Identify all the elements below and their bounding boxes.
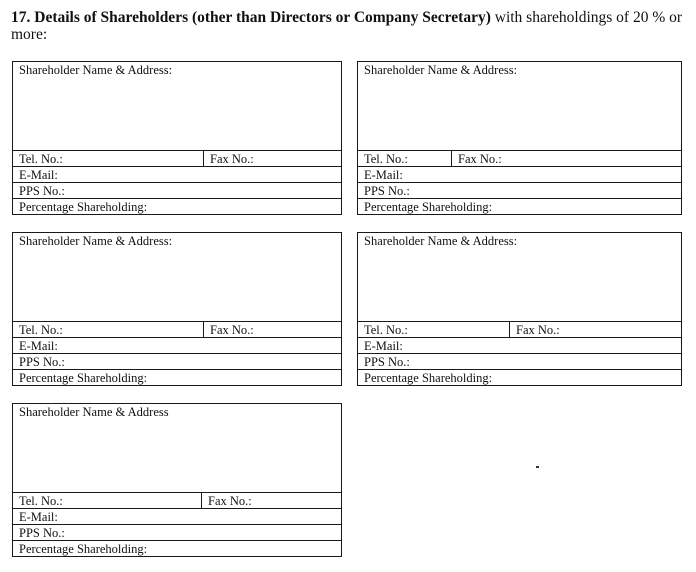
tel-fax-row <box>13 493 341 509</box>
percentage-label: Percentage Shareholding: <box>19 370 148 385</box>
shareholder-box-3 <box>12 232 342 386</box>
email-field[interactable] <box>358 167 681 183</box>
percentage-label: Percentage Shareholding: <box>19 199 148 214</box>
tel-fax-row <box>358 322 681 338</box>
name-address-label: Shareholder Name & Address <box>19 405 169 419</box>
email-label: E-Mail: <box>19 338 58 353</box>
pps-field[interactable] <box>358 354 681 370</box>
pps-label: PPS No.: <box>364 183 410 198</box>
percentage-field[interactable] <box>13 370 341 385</box>
tel-label: Tel. No.: <box>19 322 63 337</box>
fax-label: Fax No.: <box>516 322 560 337</box>
email-label: E-Mail: <box>364 338 403 353</box>
email-field[interactable] <box>358 338 681 354</box>
shareholder-name-address-field[interactable] <box>358 233 681 322</box>
pps-label: PPS No.: <box>19 354 65 369</box>
percentage-field[interactable] <box>358 370 681 385</box>
tel-label: Tel. No.: <box>364 322 408 337</box>
section-heading-rest: with shareholdings of 20 % or more: <box>11 9 683 43</box>
tel-field[interactable] <box>358 322 510 337</box>
tel-field[interactable] <box>13 151 204 166</box>
name-address-label: Shareholder Name & Address: <box>19 234 173 248</box>
tel-fax-row <box>358 151 681 167</box>
tel-field[interactable] <box>13 493 202 508</box>
scan-speck <box>536 466 539 468</box>
fax-label: Fax No.: <box>208 493 252 508</box>
section-heading-bold: 17. Details of Shareholders (other than Directors or Company Secretary) <box>11 9 491 26</box>
shareholder-name-address-field[interactable] <box>358 62 681 151</box>
percentage-field[interactable] <box>13 541 341 556</box>
pps-field[interactable] <box>13 354 341 370</box>
name-address-label: Shareholder Name & Address: <box>364 234 518 248</box>
fax-field[interactable] <box>510 322 681 337</box>
percentage-field[interactable] <box>358 199 681 214</box>
shareholder-box-2 <box>357 61 682 215</box>
tel-label: Tel. No.: <box>364 151 408 166</box>
email-field[interactable] <box>13 509 341 525</box>
email-label: E-Mail: <box>19 509 58 524</box>
fax-label: Fax No.: <box>210 322 254 337</box>
fax-field[interactable] <box>202 493 341 508</box>
section-heading <box>11 9 691 43</box>
pps-label: PPS No.: <box>364 354 410 369</box>
tel-fax-row <box>13 151 341 167</box>
pps-label: PPS No.: <box>19 183 65 198</box>
shareholder-name-address-field[interactable] <box>13 404 341 493</box>
fax-field[interactable] <box>204 151 341 166</box>
percentage-label: Percentage Shareholding: <box>19 541 148 556</box>
fax-field[interactable] <box>452 151 681 166</box>
pps-field[interactable] <box>13 525 341 541</box>
tel-fax-row <box>13 322 341 338</box>
shareholder-box-5 <box>12 403 342 557</box>
tel-field[interactable] <box>358 151 452 166</box>
percentage-label: Percentage Shareholding: <box>364 199 493 214</box>
name-address-label: Shareholder Name & Address: <box>364 63 518 77</box>
pps-label: PPS No.: <box>19 525 65 540</box>
fax-label: Fax No.: <box>458 151 502 166</box>
percentage-field[interactable] <box>13 199 341 214</box>
pps-field[interactable] <box>13 183 341 199</box>
shareholder-name-address-field[interactable] <box>13 62 341 151</box>
fax-field[interactable] <box>204 322 341 337</box>
name-address-label: Shareholder Name & Address: <box>19 63 173 77</box>
fax-label: Fax No.: <box>210 151 254 166</box>
shareholder-box-4 <box>357 232 682 386</box>
shareholder-box-1 <box>12 61 342 215</box>
email-label: E-Mail: <box>19 167 58 182</box>
shareholder-name-address-field[interactable] <box>13 233 341 322</box>
tel-label: Tel. No.: <box>19 493 63 508</box>
email-field[interactable] <box>13 338 341 354</box>
email-field[interactable] <box>13 167 341 183</box>
tel-field[interactable] <box>13 322 204 337</box>
tel-label: Tel. No.: <box>19 151 63 166</box>
pps-field[interactable] <box>358 183 681 199</box>
percentage-label: Percentage Shareholding: <box>364 370 493 385</box>
email-label: E-Mail: <box>364 167 403 182</box>
